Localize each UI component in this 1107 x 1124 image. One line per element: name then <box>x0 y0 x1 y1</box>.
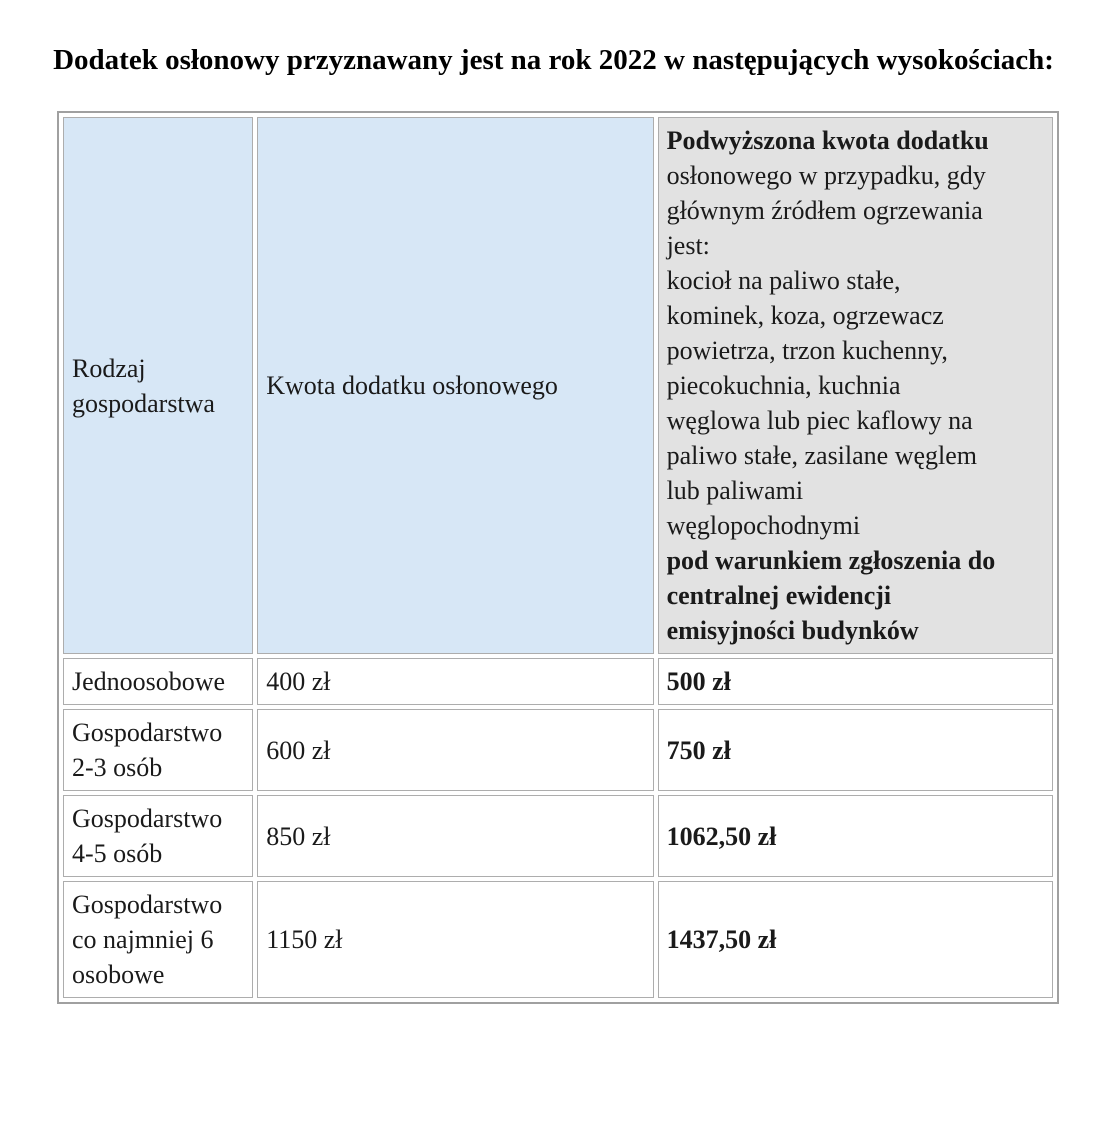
cell-increased-amount: 1437,50 zł <box>658 881 1053 998</box>
increased-amount-header-line: paliwo stałe, zasilane węglem <box>666 441 978 470</box>
cell-household-type: Gospodarstwo 4-5 osób <box>63 795 253 877</box>
increased-amount-header-line: kominek, koza, ogrzewacz <box>666 301 944 330</box>
header-cell-increased-amount <box>658 117 1053 654</box>
table-header <box>63 117 1053 654</box>
header-row <box>63 117 1053 654</box>
table-row <box>63 795 1053 877</box>
cell-base-amount: 850 zł <box>257 795 653 877</box>
increased-amount-header-line: lub paliwami <box>666 476 804 505</box>
increased-amount-header-line: jest: <box>666 231 710 260</box>
increased-amount-header-line: centralnej ewidencji <box>666 581 892 610</box>
cell-household-type: Gospodarstwo co najmniej 6 osobowe <box>63 881 253 998</box>
increased-amount-header-line: węglopochodnymi <box>666 511 861 540</box>
table-container <box>57 111 1107 1004</box>
cell-increased-amount: 500 zł <box>658 658 1053 705</box>
header-cell-base-amount: Kwota dodatku osłonowego <box>257 117 653 654</box>
increased-amount-header-line: Podwyższona kwota dodatku <box>666 126 989 155</box>
page-title: Dodatek osłonowy przyznawany jest na rok 2022 w następujących wysokościach: <box>53 44 1054 76</box>
increased-amount-header-line: emisyjności budynków <box>666 616 919 645</box>
table-row <box>63 658 1053 705</box>
table-row <box>63 881 1053 998</box>
table-body <box>63 658 1053 998</box>
increased-amount-header-line: węglowa lub piec kaflowy na <box>666 406 973 435</box>
cell-increased-amount: 1062,50 zł <box>658 795 1053 877</box>
header-cell-household-type: Rodzaj gospodarstwa <box>63 117 253 654</box>
table-row <box>63 709 1053 791</box>
increased-amount-header-line: powietrza, trzon kuchenny, <box>666 336 948 365</box>
increased-amount-header-line: kocioł na paliwo stałe, <box>666 266 901 295</box>
increased-amount-header-line: osłonowego w przypadku, gdy <box>666 161 986 190</box>
cell-base-amount: 600 zł <box>257 709 653 791</box>
increased-amount-header-line: pod warunkiem zgłoszenia do <box>666 546 996 575</box>
cell-increased-amount: 750 zł <box>658 709 1053 791</box>
cell-base-amount: 400 zł <box>257 658 653 705</box>
cell-household-type: Gospodarstwo 2-3 osób <box>63 709 253 791</box>
cell-household-type: Jednoosobowe <box>63 658 253 705</box>
cell-base-amount: 1150 zł <box>257 881 653 998</box>
increased-amount-header-line: głównym źródłem ogrzewania <box>666 196 983 225</box>
increased-amount-header-line: piecokuchnia, kuchnia <box>666 371 901 400</box>
allowance-table <box>57 111 1059 1004</box>
